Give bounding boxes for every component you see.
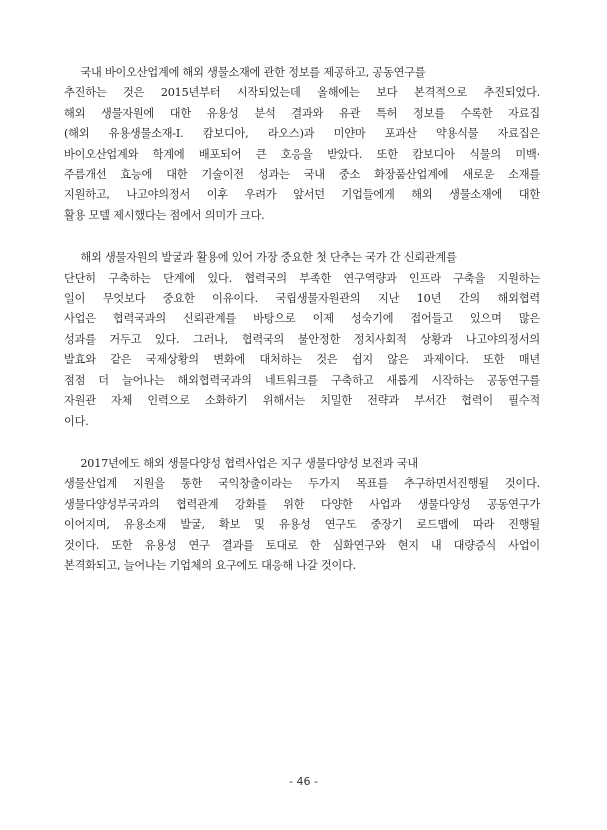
text-line: 지원하고, 나고야의정서 이후 우려가 앞서던 기업들에게 해외 생물소재에 대한 (64, 188, 540, 202)
text-line: (해외 유용생물소재-I. 캄보디아, 라오스)과 미얀마 포과산 약용식물 자료집은 (64, 127, 540, 141)
text-line: 사업은 협력국과의 신뢰관계를 바탕으로 이제 성숙기에 접어들고 있으며 많은 (64, 312, 540, 326)
text-line: 해외 생물자원의 발굴과 활용에 있어 가장 중요한 첫 단추는 국가 간 신뢰관계를 (64, 251, 457, 265)
text-line: 추진하는 것은 2015년부터 시작되었는데 올해에는 보다 본격적으로 추진되었다. (64, 86, 540, 100)
text-line: 해외 생물자원에 대한 유용성 분석 결과와 유관 특허 정보를 수록한 자료집 (64, 106, 540, 120)
text-line: 생물다양성부국과의 협력관계 강화를 위한 다양한 사업과 생물다양성 공동연구가 (64, 497, 540, 511)
text-line: 이다. (64, 414, 89, 428)
text-line: 자원관 자체 인력으로 소화하기 위해서는 치밀한 전략과 부서간 협력이 필수적 (64, 394, 540, 408)
text-line: 활용 모델 제시했다는 점에서 의미가 크다. (64, 208, 265, 222)
text-line: 발효와 같은 국제상황의 변화에 대처하는 것은 쉽지 않은 과제이다. 또한 매년 (64, 353, 540, 367)
text-line: 바이오산업계와 학계에 배포되어 큰 호응을 받았다. 또한 캄보디아 식물의 미백· (64, 147, 540, 161)
text-line: 성과를 거두고 있다. 그러나, 협력국의 불안정한 정치사회적 상황과 나고야의정서의 (64, 332, 540, 346)
text-line: 점점 더 늘어나는 해외협력국과의 네트워크를 구축하고 새롭게 시작하는 공동연구를 (64, 373, 540, 387)
paragraph-2 (64, 248, 540, 432)
text-line: 생물산업계 지원을 통한 국익창출이라는 두가지 목표를 추구하면서진행될 것이다. (64, 477, 540, 491)
text-line: 주름개선 효능에 대한 기술이전 성과는 국내 중소 화장품산업계에 새로운 소재를 (64, 168, 540, 182)
text-line: 일이 무엇보다 중요한 이유이다. 국립생물자원관의 지난 10년 간의 해외협력 (64, 292, 540, 306)
text-line: 이어지며, 유용소재 발굴, 확보 및 유용성 연구도 중장기 로드맵에 따라 진행될 (64, 518, 540, 532)
text-line: 본격화되고, 늘어나는 기업체의 요구에도 대응해 나갈 것이다. (64, 558, 357, 572)
text-line: 단단히 구축하는 단계에 있다. 협력국의 부족한 연구역량과 인프라 구축을 지원하는 (64, 271, 540, 285)
text-line: 국내 바이오산업계에 해외 생물소재에 관한 정보를 제공하고, 공동연구를 (64, 66, 426, 79)
page-number: - 46 - (289, 775, 318, 788)
text-line: 것이다. 또한 유용성 연구 결과를 토대로 한 심화연구와 현지 내 대량증식 사업이 (64, 538, 540, 552)
text-line: 2017년에도 해외 생물다양성 협력사업은 지구 생물다양성 보전과 국내 (64, 456, 418, 470)
paragraph-1 (64, 63, 540, 226)
paragraph-3 (64, 454, 540, 576)
body-text (64, 63, 540, 598)
